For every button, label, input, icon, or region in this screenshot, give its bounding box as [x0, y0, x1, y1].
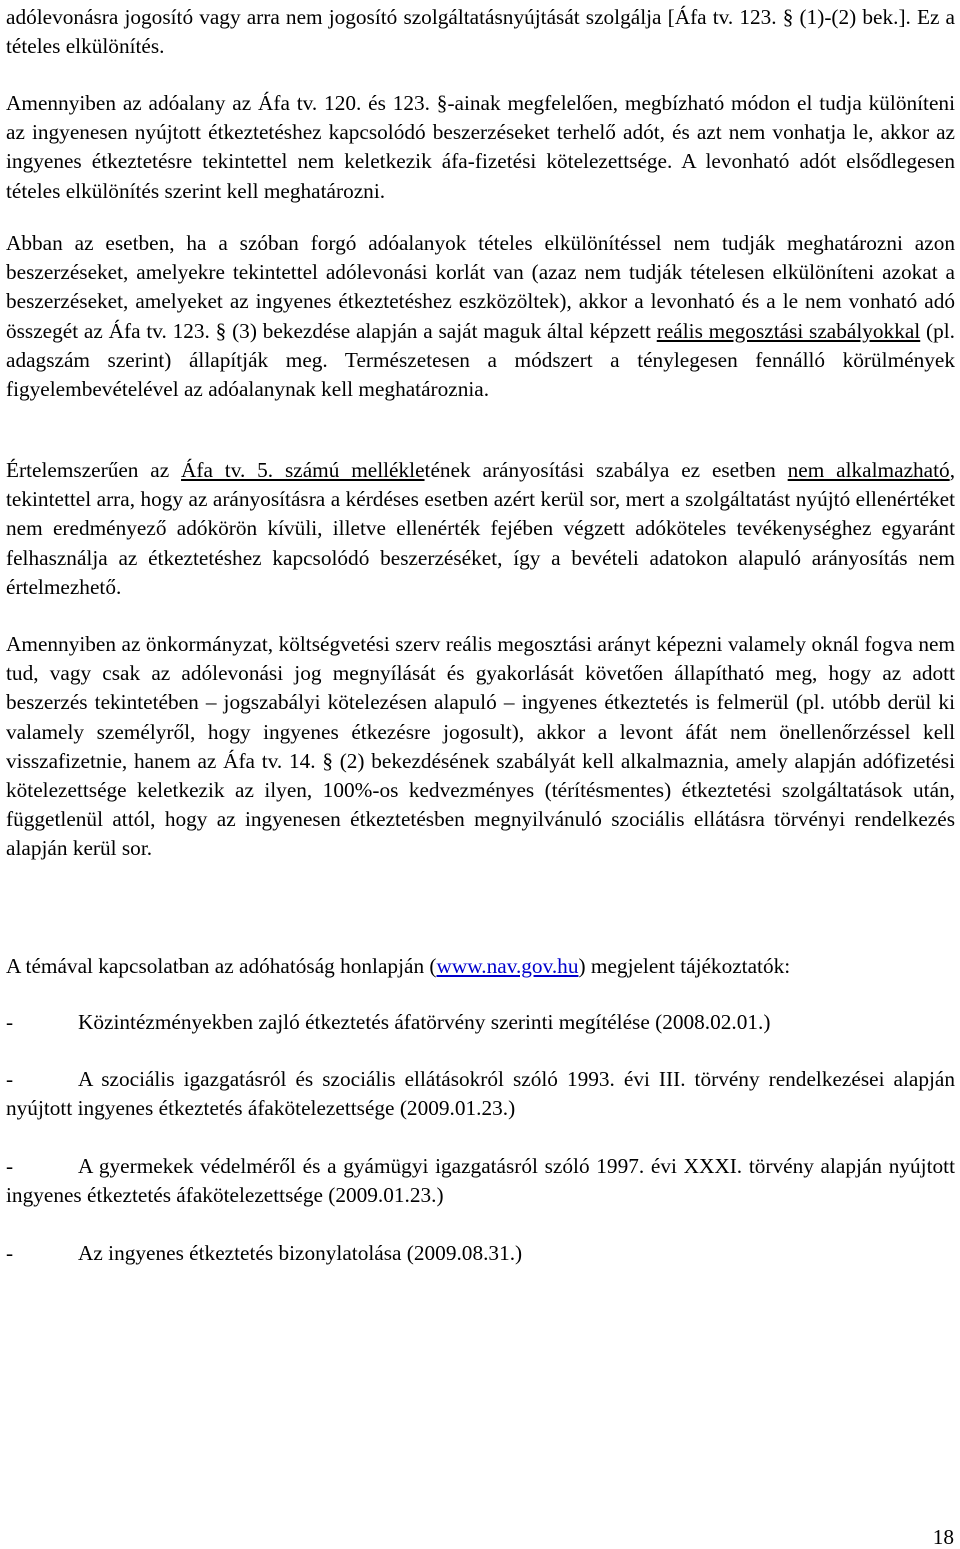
paragraph-3: [6, 229, 955, 404]
list-item: [6, 1239, 955, 1268]
paragraph-4-underlined-1: Áfa tv. 5. számú mellékle: [181, 458, 425, 482]
paragraph-1: adólevonásra jogosító vagy arra nem jogosító szolgáltatásnyújtását szolgálja [Áfa tv. 123. § (1)-(2) bek.]. Ez a tételes elkülönítés.: [6, 5, 955, 59]
list-item: [6, 1008, 955, 1037]
paragraph-4-underlined-2: nem alkalmazható: [787, 458, 950, 482]
paragraph-4-text-b: tének arányosítási szabálya ez esetben: [424, 458, 788, 482]
list-item-text: Az ingyenes étkeztetés bizonylatolása (2009.08.31.): [78, 1241, 523, 1265]
list-item-text: Közintézményekben zajló étkeztetés áfatörvény szerinti megítélése (2008.02.01.): [78, 1010, 771, 1034]
list-dash: -: [6, 1067, 14, 1091]
paragraph-3-text-a: Abban az esetben, ha a szóban forgó adóalanyok tételes elkülönítéssel nem tudják meghatározni azon beszerzéseket, amelyekre tekintettel adólevonási korlát van (azaz nem tudják tételesen elkülöníteni azokat a beszerzéseket, amelyeket az ingyenes étkeztetéshez eszközöltek), akkor a levonható és a le nem vonható adó összegét az Áfa tv. 123. § (3) bekezdése alapján a saját maguk által képzett: [6, 231, 955, 343]
list-item-text: A gyermekek védelméről és a gyámügyi igazgatásról szóló 1997. évi XXXI. törvény alapján nyújtott ingyenes étkeztetés áfakötelezettsége (2009.01.23.): [6, 1154, 955, 1208]
paragraph-4: [6, 456, 955, 602]
list-dash: -: [6, 1010, 14, 1034]
list-item: [6, 1152, 955, 1210]
paragraph-6-text-a: A témával kapcsolatban az adóhatóság honlapján (: [6, 954, 437, 978]
list-item: [6, 1065, 955, 1123]
paragraph-3-text-b: (pl. adagszám szerint) állapítják meg. Természetesen a módszert a ténylegesen fennálló körülmények figyelembevételével az adóalanynak kell meghatároznia.: [6, 318, 955, 402]
paragraph-2: Amennyiben az adóalany az Áfa tv. 120. és 123. §-ainak megfelelően, megbízható módon el tudja különíteni az ingyenesen nyújtott étkeztetéshez kapcsolódó beszerzéseket terhelő adót, és azt nem vonhatja le, akkor az ingyenes étkeztetésre tekintettel nem keletkezik áfa-fizetési kötelezettsége. A levonható adót elsődlegesen tételes elkülönítés szerint kell meghatározni.: [6, 91, 955, 203]
list-dash: -: [6, 1154, 14, 1178]
paragraph-3-underlined: reális megosztási szabályokkal: [656, 318, 921, 343]
list-dash: -: [6, 1241, 14, 1265]
nav-website-link[interactable]: www.nav.gov.hu: [436, 954, 579, 978]
paragraph-4-text-c: , tekintettel arra, hogy az arányosításra a kérdéses esetben azért kerül sor, mert a szolgáltatást nyújtó ellenértéket nem eredményező adókörön kívüli, illetve ellenérték fejében végzett adóköteles tevékenységhez egyaránt felhasználja az étkeztetéshez kapcsolódó beszerzéséket, így a bevételi adatokon alapuló arányosítás nem értelmezhető.: [6, 458, 956, 599]
list-item-text: A szociális igazgatásról és szociális ellátásokról szóló 1993. évi III. törvény rendelkezései alapján nyújtott ingyenes étkeztetés áfakötelezettsége (2009.01.23.): [6, 1067, 955, 1121]
page-number: 18: [932, 1525, 954, 1549]
paragraph-5: Amennyiben az önkormányzat, költségvetési szerv reális megosztási arányt képezni valamely oknál fogva nem tud, vagy csak az adólevonási jog megnyílását és gyakorlását követően állapítható meg, hogy az adott beszerzés tekintetében – jogszabályi kötelezésen alapuló – ingyenes étkeztetés is felmerül (pl. utóbb derül ki valamely személyről, hogy ingyenes étkezésre jogosult), akkor a levont áfát nem önellenőrzéssel kell visszafizetnie, hanem az Áfa tv. 14. § (2) bekezdésének szabályát kell alkalmaznia, amely alapján adófizetési kötelezettsége keletkezik az ilyen, 100%-os kedvezményes (térítésmentes) étkeztetési szolgáltatások után, függetlenül attól, hogy az ingyenesen étkeztetésben megnyilvánuló szociális ellátásra törvényi rendelkezés alapján kerül sor.: [6, 632, 955, 861]
paragraph-4-text-a: Értelemszerűen az: [6, 458, 182, 482]
paragraph-6: [6, 952, 955, 981]
paragraph-6-text-b: ) megjelent tájékoztatók:: [578, 954, 791, 978]
